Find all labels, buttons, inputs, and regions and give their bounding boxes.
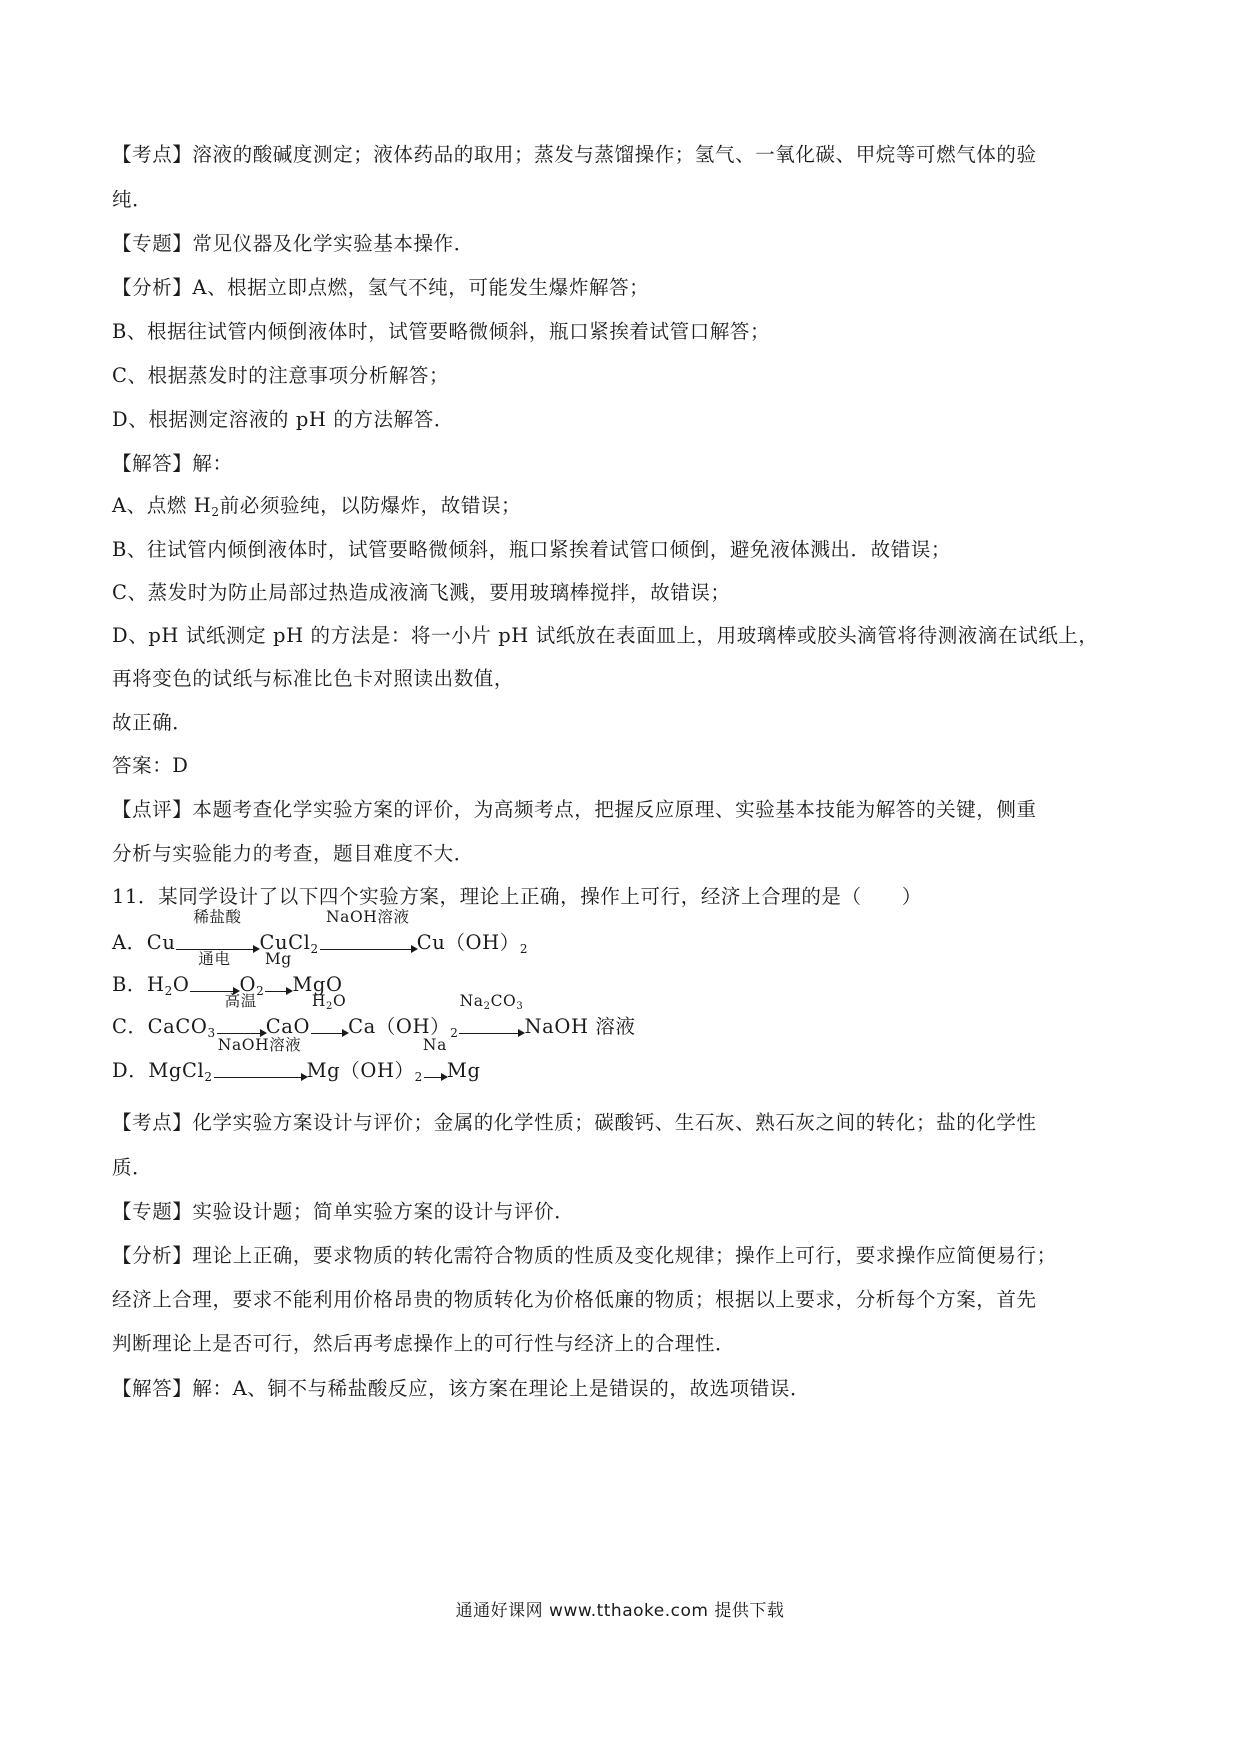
option-b-mgo: MgO [292,973,343,996]
jieda-answer-d-1: D、pH 试纸测定 pH 的方法是：将一小片 pH 试纸放在表面皿上，用玻璃棒或胶头滴管将待测液滴在试纸上， [112,624,1099,647]
option-d [112,1036,481,1090]
dianping-line-2: 分析与实验能力的考查，题目难度不大． [112,842,474,865]
fenxi-line-2: B、根据往试管内倾倒液体时，试管要略微倾斜，瓶口紧挨着试管口解答； [112,320,771,343]
subscript: 2 [519,942,529,956]
fenxi-line-4: D、根据测定溶液的 pH 的方法解答． [112,408,454,431]
footer-text: 通通好课网 www.tthaoke.com 提供下载 [455,1601,785,1621]
reaction-arrow-icon [217,1033,265,1035]
option-c-cao: CaO [265,1015,311,1038]
option-b-label: B． [112,973,148,996]
reaction-arrow-icon [265,991,291,993]
option-b-reaction-2 [264,950,292,998]
reagent-label: 稀盐酸 [193,908,242,926]
option-d-mgcl: MgCl [148,1059,205,1082]
option-d-mgoh: Mg（OH） [306,1059,415,1082]
subscript: 2 [164,984,173,998]
subscript: 2 [326,1001,333,1012]
kaodian2-line-2: 质． [112,1156,153,1179]
reagent-label: NaOH溶液 [325,908,410,926]
answer-a-text-post: 前必须验纯，以防爆炸，故错误； [219,494,522,517]
option-a [112,908,529,962]
option-c-caoh: Ca（OH） [348,1015,451,1038]
subscript: 2 [256,984,265,998]
reaction-arrow-icon [424,1077,446,1079]
option-c-reaction-3 [458,992,524,1040]
reagent-label: Mg [264,950,292,968]
kaodian-line-2: 纯． [112,188,153,211]
option-d-label: D． [112,1059,149,1082]
reagent-label: Na [422,1036,447,1054]
option-c-naoh: NaOH 溶液 [524,1015,636,1038]
option-a-cuoh: Cu（OH） [416,931,520,954]
jieda-answer-b: B、往试管内倾倒液体时，试管要略微倾斜，瓶口紧挨着试管口倾倒，避免液体溅出．故错误； [112,538,952,561]
reagent-label: 通电 [198,950,231,968]
reagent-part: CO [490,992,517,1010]
answer-a-text-pre: A、点燃 H [112,494,212,517]
reaction-arrow-icon [214,1077,306,1079]
reagent-part: O [332,992,347,1010]
option-d-reaction-1 [213,1036,307,1084]
option-c [112,992,636,1046]
reagent-label: 高温 [224,992,257,1010]
option-d-mg: Mg [446,1059,481,1082]
jieda-answer-d-2: 再将变色的试纸与标准比色卡对照读出数值， [112,667,515,690]
option-a-reaction-2 [319,908,417,956]
option-b-o: O [172,973,190,996]
option-c-reaction-2 [310,992,348,1040]
option-c-label: C． [112,1015,148,1038]
kaodian2-line-1: 【考点】化学实验方案设计与评价；金属的化学性质；碳酸钙、生石灰、熟石灰之间的转化；盐的化学性 [112,1111,1037,1134]
jieda-answer-c: C、蒸发时为防止局部过热造成液滴飞溅，要用玻璃棒搅拌，故错误； [112,581,731,604]
subscript: 2 [483,1001,491,1012]
reagent-part: Na [459,992,484,1010]
option-c-caco: CaCO [147,1015,208,1038]
answer-line: 答案：D [112,754,189,777]
fenxi2-line-3: 判断理论上是否可行，然后再考虑操作上的可行性与经济上的合理性． [112,1332,736,1355]
subscript: 2 [310,942,319,956]
subscript: 2 [414,1070,423,1084]
reaction-arrow-icon [320,949,416,951]
option-a-cu: Cu [146,931,176,954]
dianping-line-1: 【点评】本题考查化学实验方案的评价，为高频考点，把握反应原理、实验基本技能为解答的关键，侧重 [112,798,1037,821]
subscript: 2 [204,1070,213,1084]
subscript: 2 [450,1026,459,1040]
fenxi-line-3: C、根据蒸发时的注意事项分析解答； [112,364,450,387]
zhuanti-line: 【专题】常见仪器及化学实验基本操作． [112,232,474,255]
question-11: 11．某同学设计了以下四个实验方案，理论上正确，操作上可行，经济上合理的是（ ） [112,885,922,908]
jieda2-line: 【解答】解：A、铜不与稀盐酸反应，该方案在理论上是错误的，故选项错误． [112,1377,811,1400]
fenxi-line-1: 【分析】A、根据立即点燃，氢气不纯，可能发生爆炸解答； [112,276,650,299]
option-b-o2: O [239,973,257,996]
answer-a-subscript: 2 [211,505,220,519]
jieda-answer-a [112,493,521,525]
jieda-heading: 【解答】解： [112,452,233,475]
fenxi2-line-1: 【分析】理论上正确，要求物质的转化需符合物质的性质及变化规律；操作上可行，要求操作应简便易行； [112,1244,1057,1267]
reagent-label [458,992,524,1016]
reaction-arrow-icon [459,1033,523,1035]
option-b-h: H [147,973,165,996]
reagent-part: H [311,992,326,1010]
subscript: 3 [207,1026,216,1040]
reaction-arrow-icon [311,1033,347,1035]
reagent-label: NaOH溶液 [217,1036,302,1054]
option-d-reaction-2 [422,1036,447,1084]
fenxi2-line-2: 经济上合理，要求不能利用价格昂贵的物质转化为价格低廉的物质；根据以上要求，分析每个方案，首先 [112,1288,1037,1311]
subscript: 3 [516,1001,524,1012]
option-a-label: A． [112,931,147,954]
option-a-cucl: CuCl [259,931,311,954]
zhuanti2-line: 【专题】实验设计题；简单实验方案的设计与评价． [112,1200,575,1223]
reagent-label [310,992,348,1016]
kaodian-line-1: 【考点】溶液的酸碱度测定；液体药品的取用；蒸发与蒸馏操作；氢气、一氧化碳、甲烷等可燃气体的验 [112,143,1037,166]
jieda-answer-d-3: 故正确． [112,711,193,734]
